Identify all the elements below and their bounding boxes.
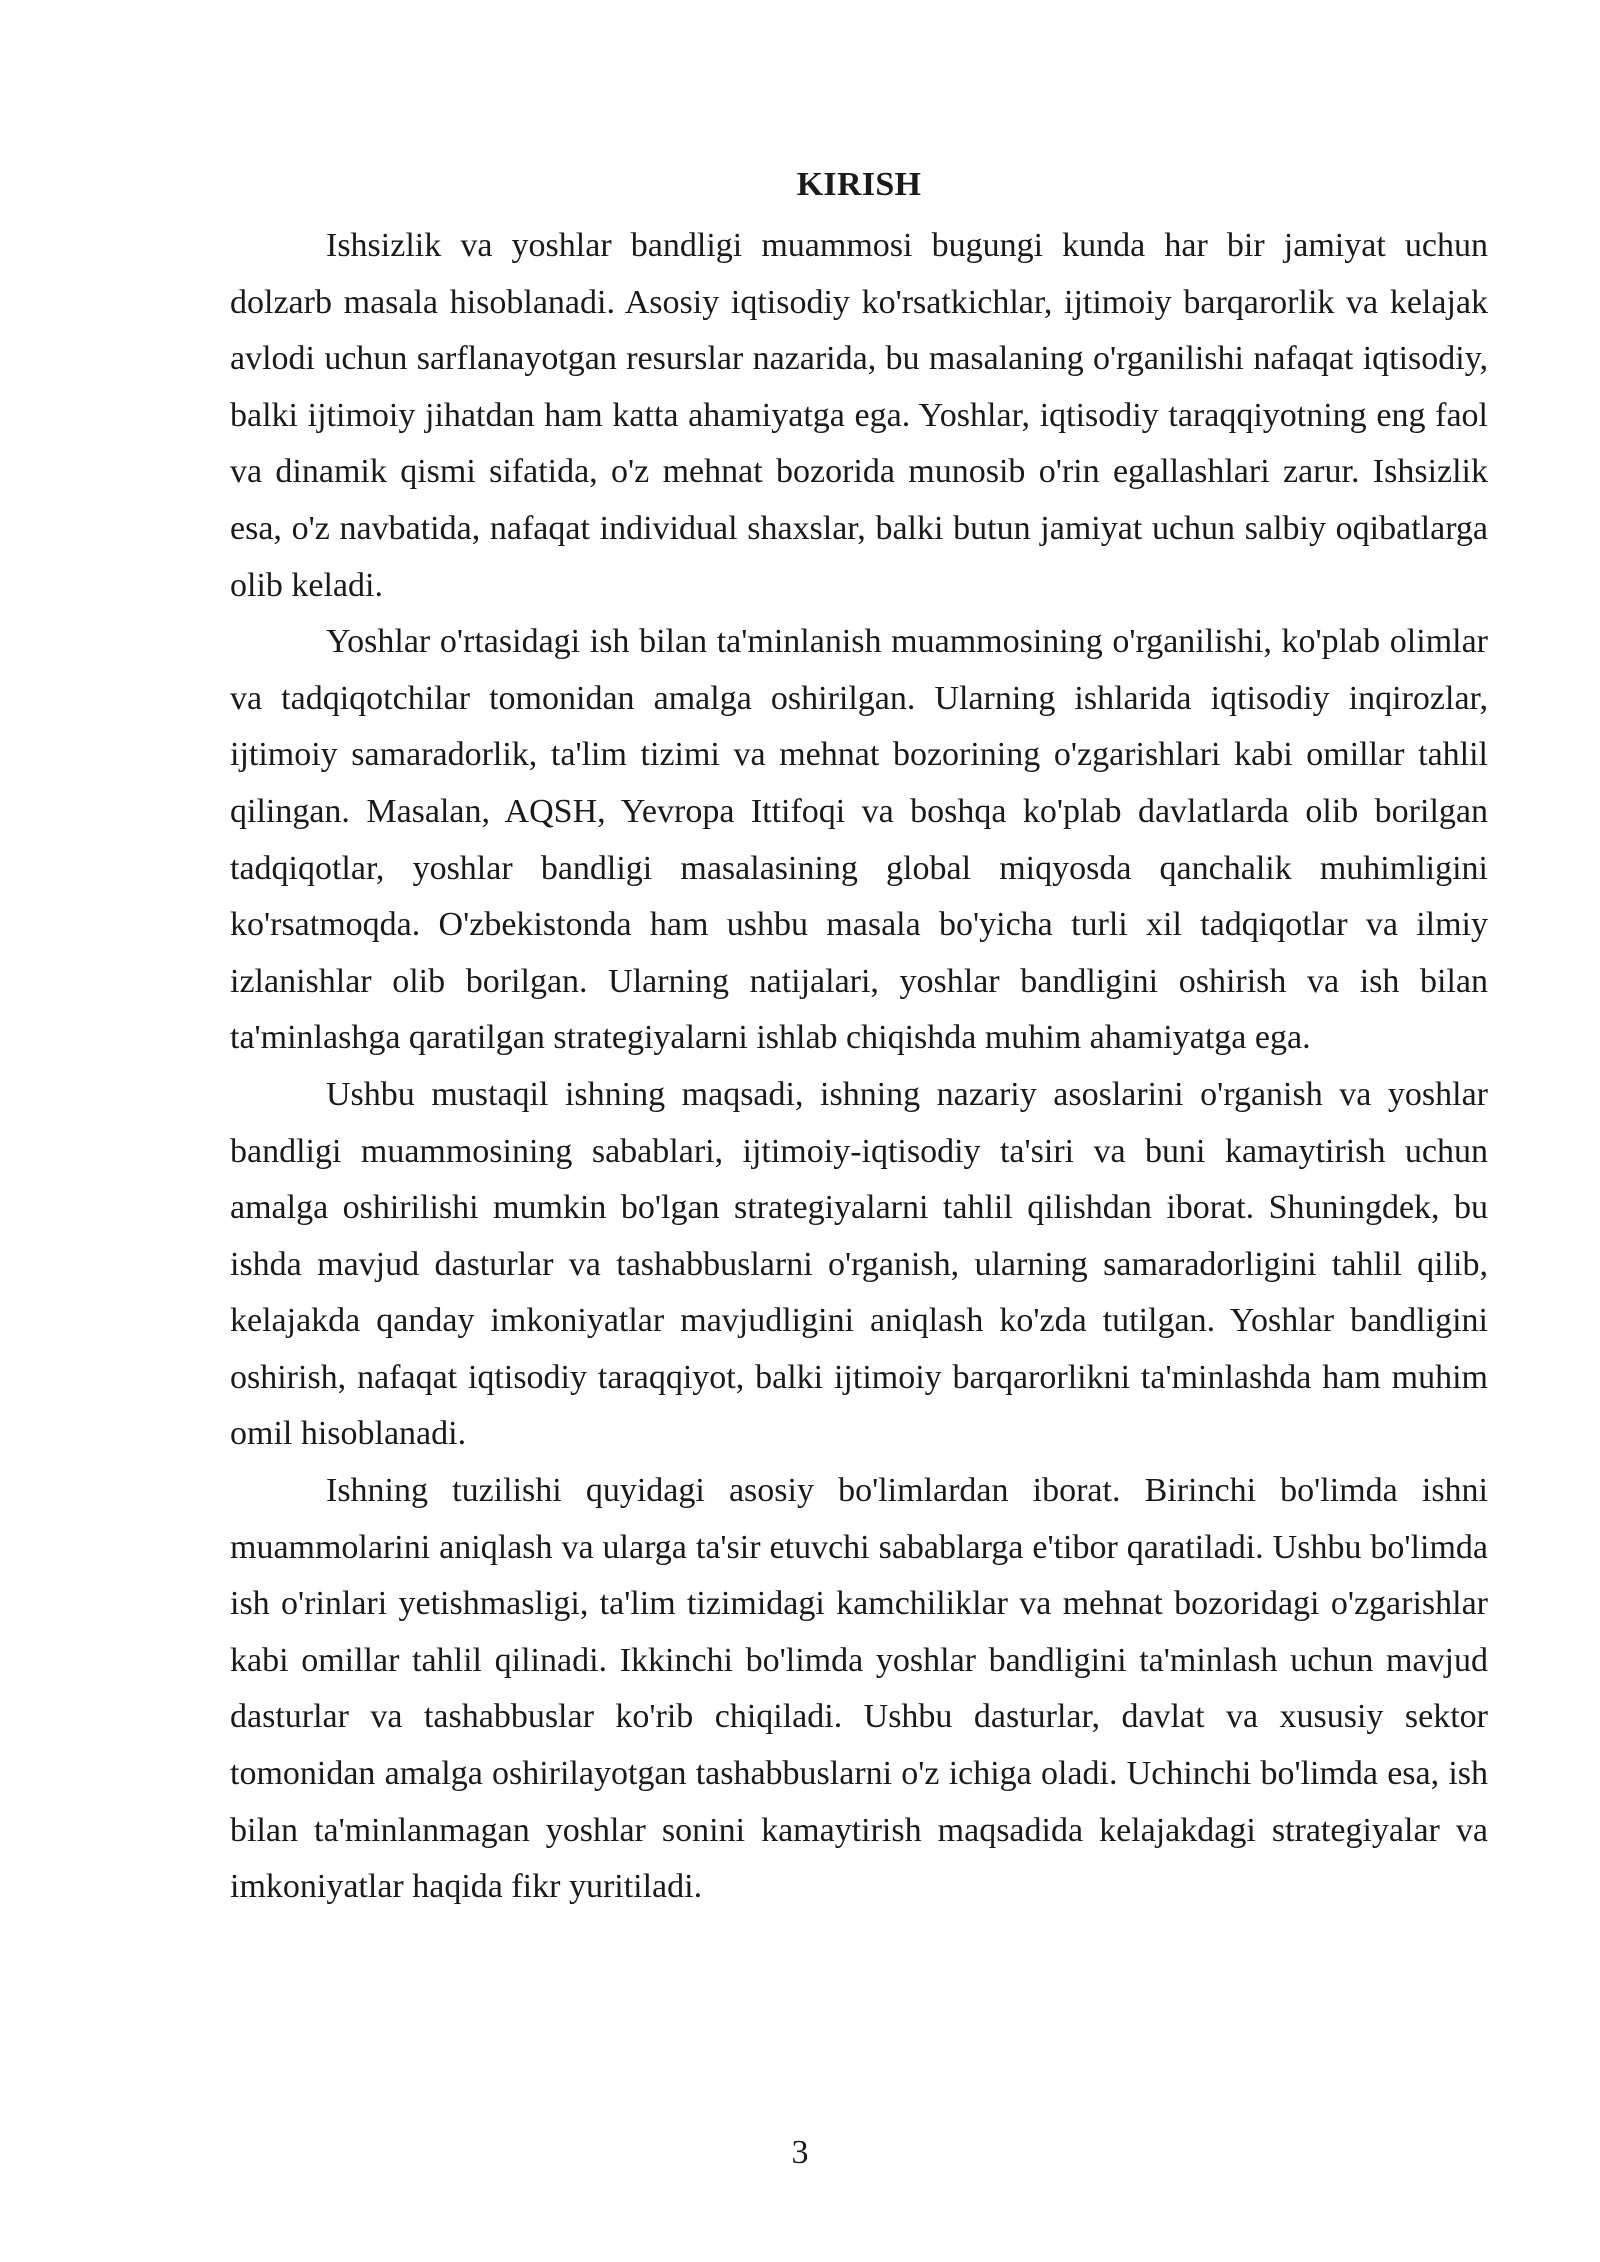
paragraph-3: Ushbu mustaqil ishning maqsadi, ishning nazariy asoslarini o'rganish va yoshlar bandligi muammosining sabablari, ijtimoiy-iqtisodiy ta'siri va buni kamaytirish uchun amalga oshirilishi mumkin bo'lgan strategiyalarni tahlil qilishdan iborat. Shuningdek, bu ishda mavjud dasturlar va tashabbuslarni o'rganish, ularning samaradorligini tahlil qilib, kelajakda qanday imkoniyatlar mavjudligini aniqlash ko'zda tutilgan. Yoshlar bandligini oshirish, nafaqat iqtisodiy taraqqiyot, balki ijtimoiy barqarorlikni ta'minlashda ham muhim omil hisoblanadi. xyxy=(230,1075,1488,1453)
paragraph-2: Yoshlar o'rtasidagi ish bilan ta'minlanish muammosining o'rganilishi, ko'plab olimlar va tadqiqotchilar tomonidan amalga oshirilgan. Ularning ishlarida iqtisodiy inqirozlar, ijtimoiy samaradorlik, ta'lim tizimi va mehnat bozorining o'zgarishlari kabi omillar tahlil qilingan. Masalan, AQSH, Yevropa Ittifoqi va boshqa ko'plab davlatlarda olib borilgan tadqiqotlar, yoshlar bandligi masalasining global miqyosda qanchalik muhimligini ko'rsatmoqda. O'zbekistonda ham ushbu masala bo'yicha turli xil tadqiqotlar va ilmiy izlanishlar olib borilgan. Ularning natijalari, yoshlar bandligini oshirish va ish bilan ta'minlashga qaratilgan strategiyalarni ishlab chiqishda muhim ahamiyatga ega. xyxy=(230,623,1488,1057)
page-number: 3 xyxy=(791,2134,809,2171)
document-page xyxy=(230,160,1488,1916)
paragraph-4: Ishning tuzilishi quyidagi asosiy bo'limlardan iborat. Birinchi bo'limda ishni muammolarini aniqlash va ularga ta'sir etuvchi sabablarga e'tibor qaratiladi. Ushbu bo'limda ish o'rinlari yetishmasligi, ta'lim tizimidagi kamchiliklar va mehnat bozoridagi o'zgarishlar kabi omillar tahlil qilinadi. Ikkinchi bo'limda yoshlar bandligini ta'minlash uchun mavjud dasturlar va tashabbuslar ko'rib chiqiladi. Ushbu dasturlar, davlat va xususiy sektor tomonidan amalga oshirilayotgan tashabbuslarni o'z ichiga oladi. Uchinchi bo'limda esa, ish bilan ta'minlanmagan yoshlar sonini kamaytirish maqsadida kelajakdagi strategiyalar va imkoniyatlar haqida fikr yuritiladi. xyxy=(230,1472,1488,1906)
page-title: KIRISH xyxy=(796,166,922,203)
paragraph-1: Ishsizlik va yoshlar bandligi muammosi bugungi kunda har bir jamiyat uchun dolzarb masala hisoblanadi. Asosiy iqtisodiy ko'rsatkichlar, ijtimoiy barqarorlik va kelajak avlodi uchun sarflanayotgan resurslar nazarida, bu masalaning o'rganilishi nafaqat iqtisodiy, balki ijtimoiy jihatdan ham katta ahamiyatga ega. Yoshlar, iqtisodiy taraqqiyotning eng faol va dinamik qismi sifatida, o'z mehnat bozorida munosib o'rin egallashlari zarur. Ishsizlik esa, o'z navbatida, nafaqat individual shaxslar, balki butun jamiyat uchun salbiy oqibatlarga olib keladi. xyxy=(230,227,1488,604)
